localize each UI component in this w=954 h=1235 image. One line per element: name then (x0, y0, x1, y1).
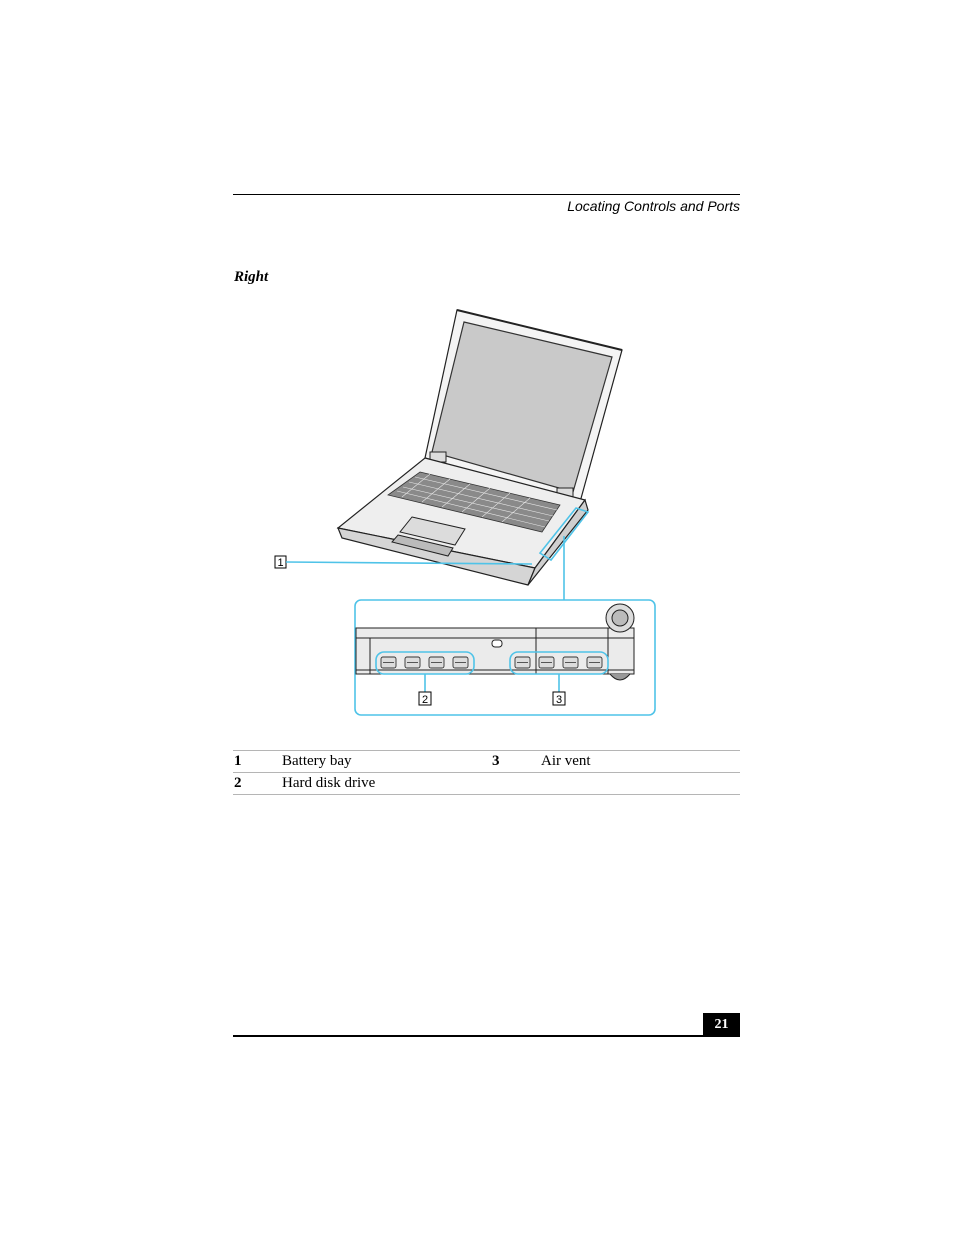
legend-label: Air vent (541, 753, 591, 769)
callout-2-label: 2 (421, 694, 429, 706)
legend-row (233, 751, 740, 773)
callout-legend-table (233, 750, 740, 795)
page-number: 21 (703, 1013, 740, 1036)
laptop-right-side-illustration (260, 300, 680, 730)
page-header-title: Locating Controls and Ports (567, 198, 740, 214)
callout-3-label: 3 (555, 694, 563, 706)
legend-label: Battery bay (282, 753, 352, 769)
callout-1-label: 1 (277, 557, 284, 569)
legend-label: Hard disk drive (282, 775, 376, 791)
legend-number: 2 (234, 775, 242, 791)
header-rule (233, 194, 740, 195)
legend-number: 3 (492, 753, 500, 769)
legend-label (541, 773, 740, 795)
footer-rule (233, 1035, 740, 1037)
legend-number (492, 773, 541, 795)
legend-number: 1 (234, 753, 242, 769)
section-heading: Right (234, 269, 269, 285)
legend-row (233, 773, 740, 795)
